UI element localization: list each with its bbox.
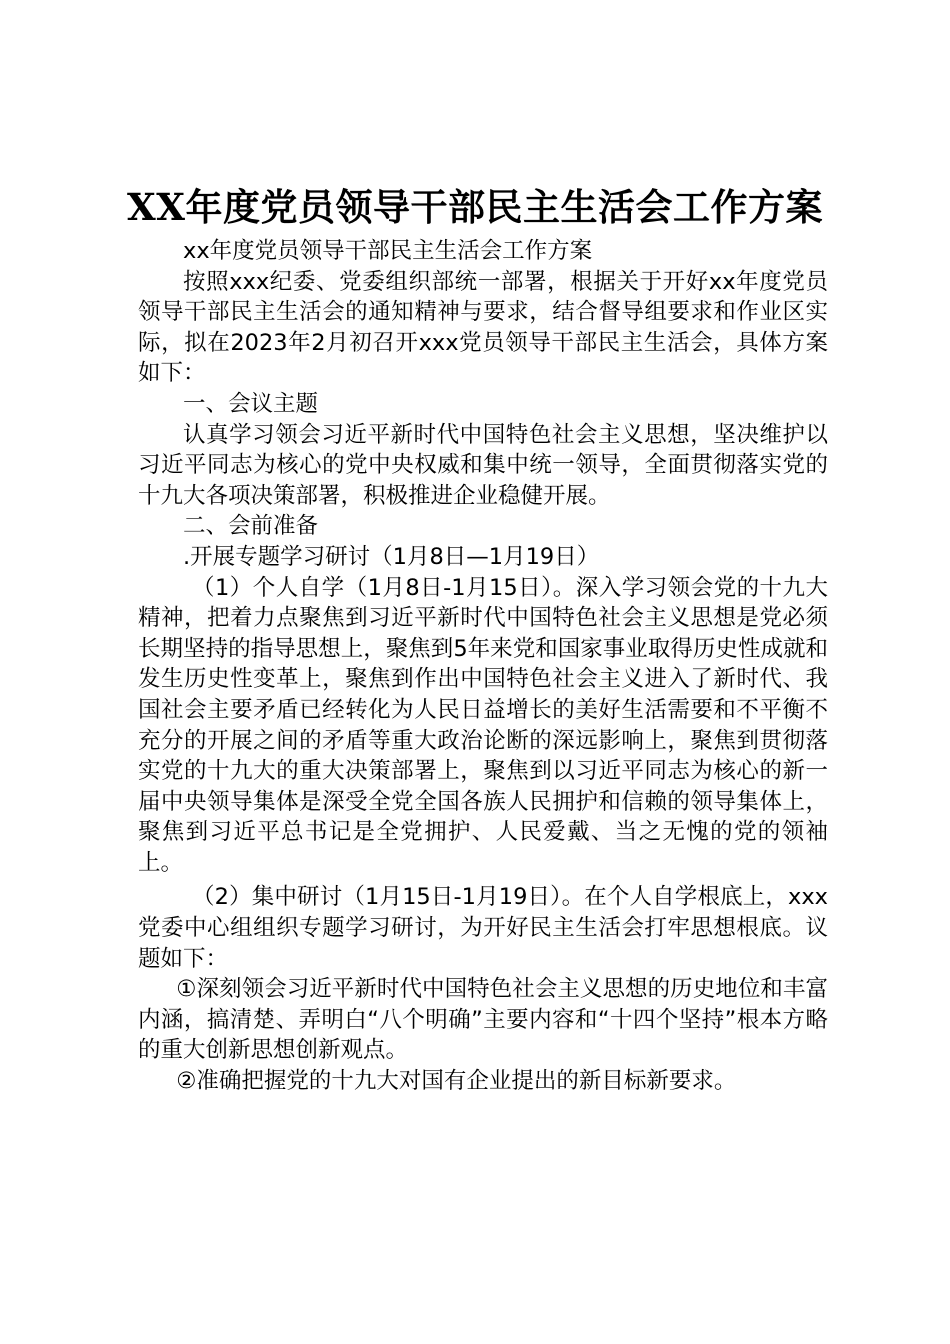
section-heading-1: 一、会议主题 bbox=[183, 390, 319, 417]
topic-2-paragraph: ②准确把握党的十九大对国有企业提出的新目标新要求。 bbox=[176, 1068, 737, 1095]
intro-paragraph: 按照xxx纪委、党委组织部统一部署，根据关于开好xx年度党员领导干部民主生活会的通知精神与要求，结合督导组要求和作业区实际，拟在2023年2月初召开xxx党员领导干部民主生活会，具体方案如下： bbox=[138, 268, 828, 387]
document-title: XX年度党员领导干部民主生活会工作方案 bbox=[127, 185, 823, 229]
study-heading: .开展专题学习研讨（1月8日—1月19日） bbox=[183, 543, 600, 570]
subtitle-paragraph: xx年度党员领导干部民主生活会工作方案 bbox=[183, 238, 593, 264]
group-study-paragraph: （2）集中研讨（1月15日-1月19日）。在个人自学根底上，xxx党委中心组组织专题学习研讨，为开好民主生活会打牢思想根底。议题如下： bbox=[138, 884, 828, 972]
self-study-paragraph: （1）个人自学（1月8日-1月15日）。深入学习领会党的十九大精神，把着力点聚焦到习近平新时代中国特色社会主义思想是党必须长期坚持的指导思想上，聚焦到5年来党和国家事业取得历史性成就和发生历史性变革上，聚焦到作出中国特色社会主义进入了新时代、我国社会主要矛盾已经转化为人民日益增长的美好生活需要和不平衡不充分的开展之间的矛盾等重大政治论断的深远影响上，聚焦到贯彻落实党的十九大的重大决策部署上，聚焦到以习近平同志为核心的新一届中央领导集体是深受全党全国各族人民拥护和信赖的领导集体上，聚焦到习近平总书记是全党拥护、人民爱戴、当之无愧的党的领袖上。 bbox=[138, 574, 828, 876]
topic-1-paragraph: ①深刻领会习近平新时代中国特色社会主义思想的历史地位和丰富内涵，搞清楚、弄明白“八个明确”主要内容和“十四个坚持”根本方略的重大创新思想创新观点。 bbox=[138, 976, 828, 1064]
section-heading-2: 二、会前准备 bbox=[183, 513, 319, 540]
document-body bbox=[138, 236, 828, 1097]
theme-paragraph: 认真学习领会习近平新时代中国特色社会主义思想，坚决维护以习近平同志为核心的党中央权威和集中统一领导，全面贯彻落实党的十九大各项决策部署，积极推进企业稳健开展。 bbox=[138, 421, 828, 509]
